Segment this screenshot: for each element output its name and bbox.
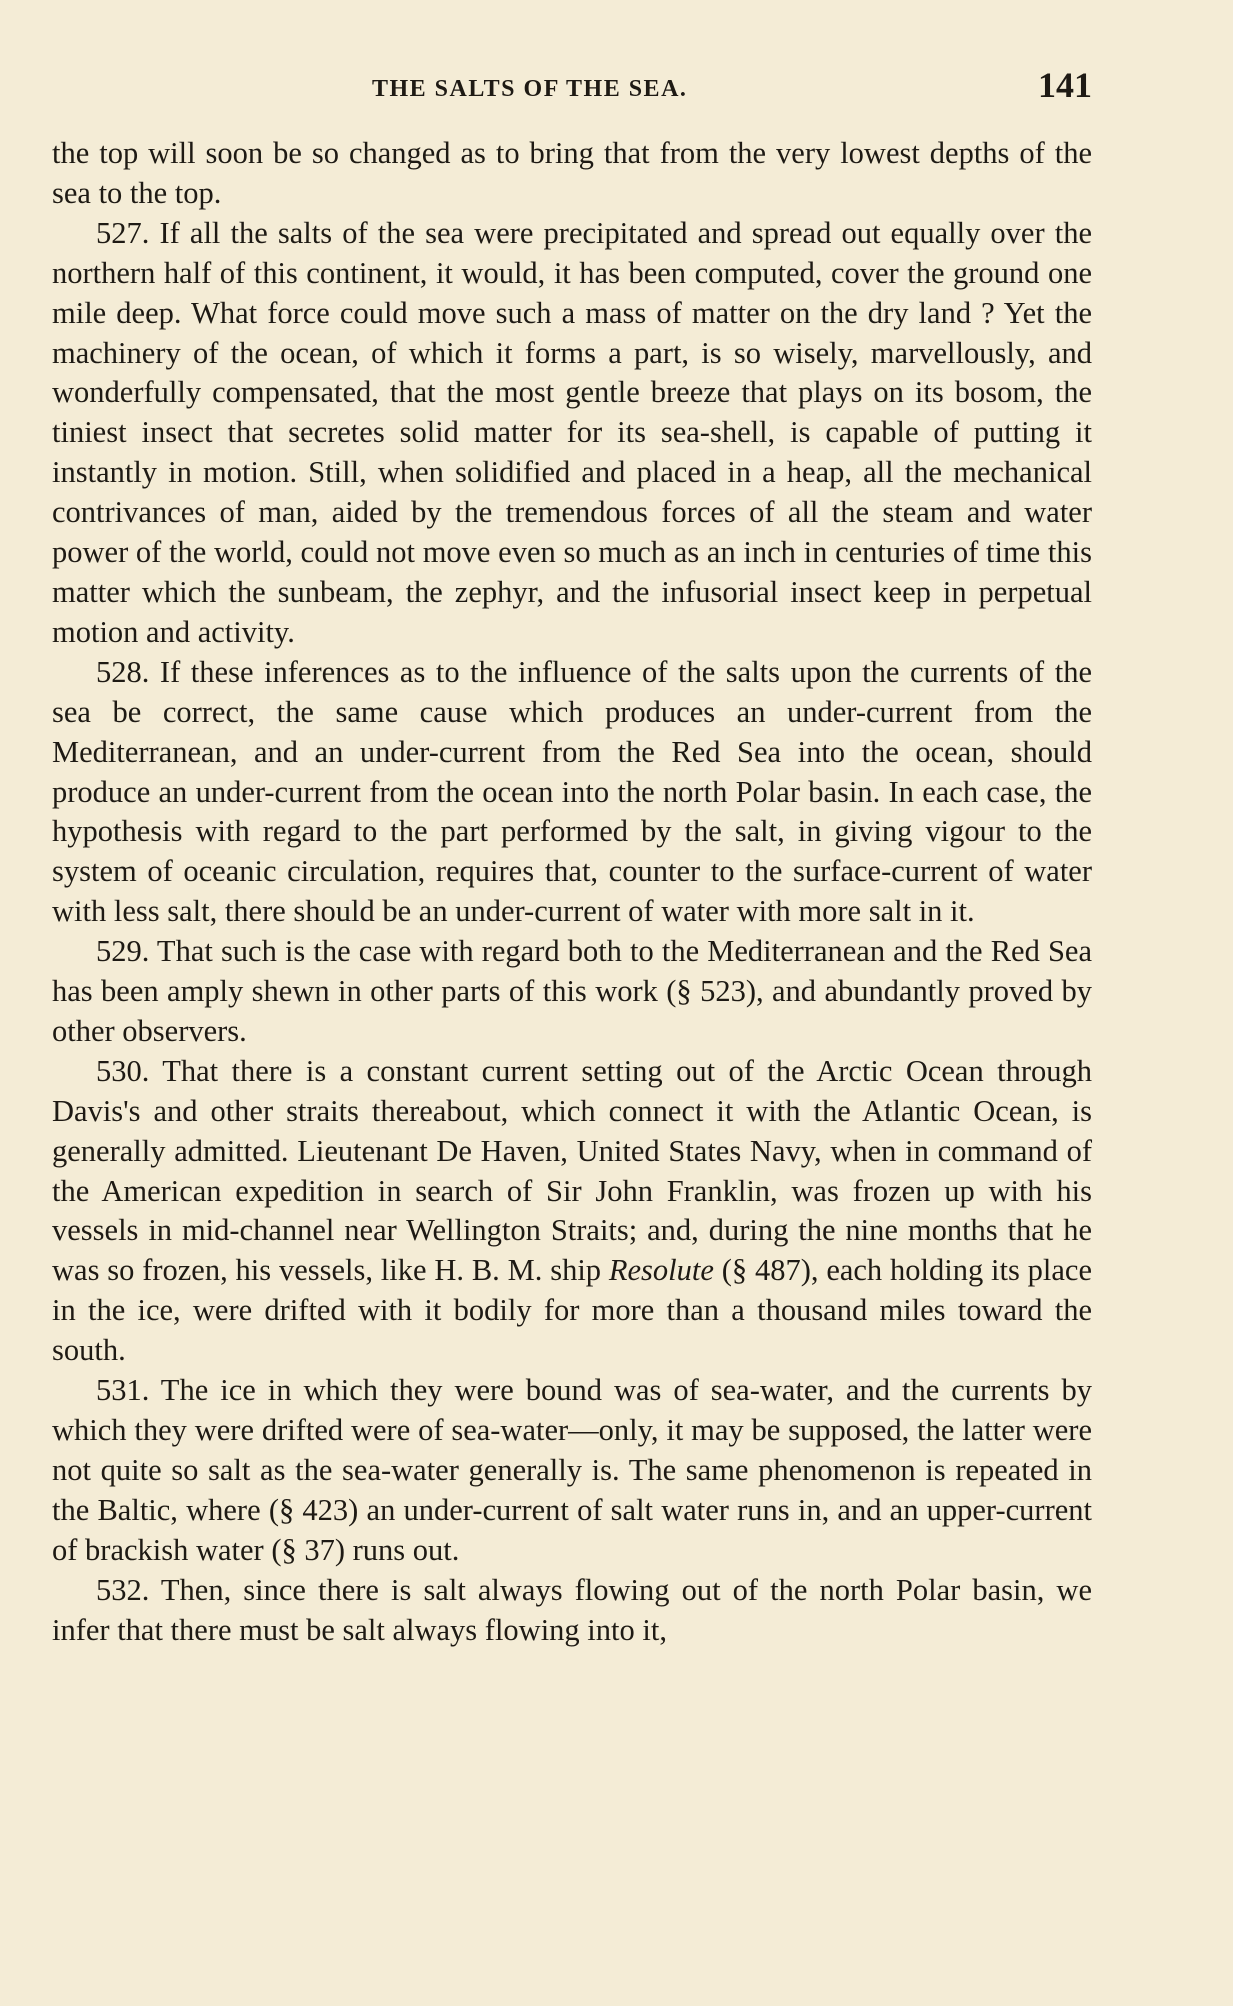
paragraph-531: 531. The ice in which they were bound was of sea-water, and the currents by which they were drifted were of sea-water—only, it may be supposed, the latter were not quite so salt as the sea-water generally is. The same phenomenon is repeated in the Baltic, where (§ 423) an under-current of salt water runs in, and an upper-current of brackish water (§ 37) runs out. (52, 1373, 1092, 1567)
paragraph-528: 528. If these inferences as to the influence of the salts upon the currents of the sea be correct, the same cause which produces an under-current from the Mediterranean, and an under-current from the Red Sea into the ocean, should produce an under-current from the ocean into the north Polar basin. In each case, the hypothesis with regard to the part performed by the salt, in giving vigour to the system of oceanic circulation, requires that, counter to the surface-current of water with less salt, there should be an under-current of water with more salt in it. (52, 654, 1092, 929)
running-title: THE SALTS OF THE SEA. (372, 76, 688, 102)
page-number: 141 (1038, 65, 1092, 105)
paragraph-532: 532. Then, since there is salt always flowing out of the north Polar basin, we infer that there must be salt always flowing into it, (52, 1572, 1092, 1647)
paragraph-527: 527. If all the salts of the sea were precipitated and spread out equally over the northern half of this continent, it would, it has been computed, cover the ground one mile deep. What force could move such a mass of matter on the dry land ? Yet the machinery of the ocean, of which it forms a part, is so wisely, marvellously, and wonderfully compensated, that the most gentle breeze that plays on its bosom, the tiniest insect that secretes solid matter for its sea-shell, is capable of putting it instantly in motion. Still, when solidified and placed in a heap, all the mechanical contrivances of man, aided by the tremendous forces of all the steam and water power of the world, could not move even so much as an inch in centuries of time this matter which the sunbeam, the zephyr, and the infusorial insect keep in perpetual motion and activity. (52, 215, 1092, 649)
paragraph-continuation: the top will soon be so changed as to bring that from the very lowest depths of the sea to the top. (52, 136, 1092, 210)
paragraph-530-text-after: (§ 487), each holding its place in the ice, were drifted with it bodily for more than a thousand miles toward the south. (52, 1253, 1092, 1368)
paragraph-530 (52, 1052, 1092, 1371)
ship-name-italic: Resolute (608, 1253, 714, 1288)
body-text (52, 134, 1092, 1650)
book-page (52, 62, 1092, 1650)
paragraph-530-text-before: 530. That there is a constant current setting out of the Arctic Ocean through Davis's and other straits thereabout, which connect it with the Atlantic Ocean, is generally admitted. Lieutenant De Haven, United States Navy, when in command of the American expedition in search of Sir John Franklin, was frozen up with his vessels in mid-channel near Wellington Straits; and, during the nine months that he was so frozen, his vessels, like H. B. M. ship (52, 1053, 1092, 1288)
paragraph-529: 529. That such is the case with regard both to the Mediterranean and the Red Sea has been amply shewn in other parts of this work (§ 523), and abundantly proved by other observers. (52, 934, 1092, 1048)
running-head (52, 62, 1092, 120)
